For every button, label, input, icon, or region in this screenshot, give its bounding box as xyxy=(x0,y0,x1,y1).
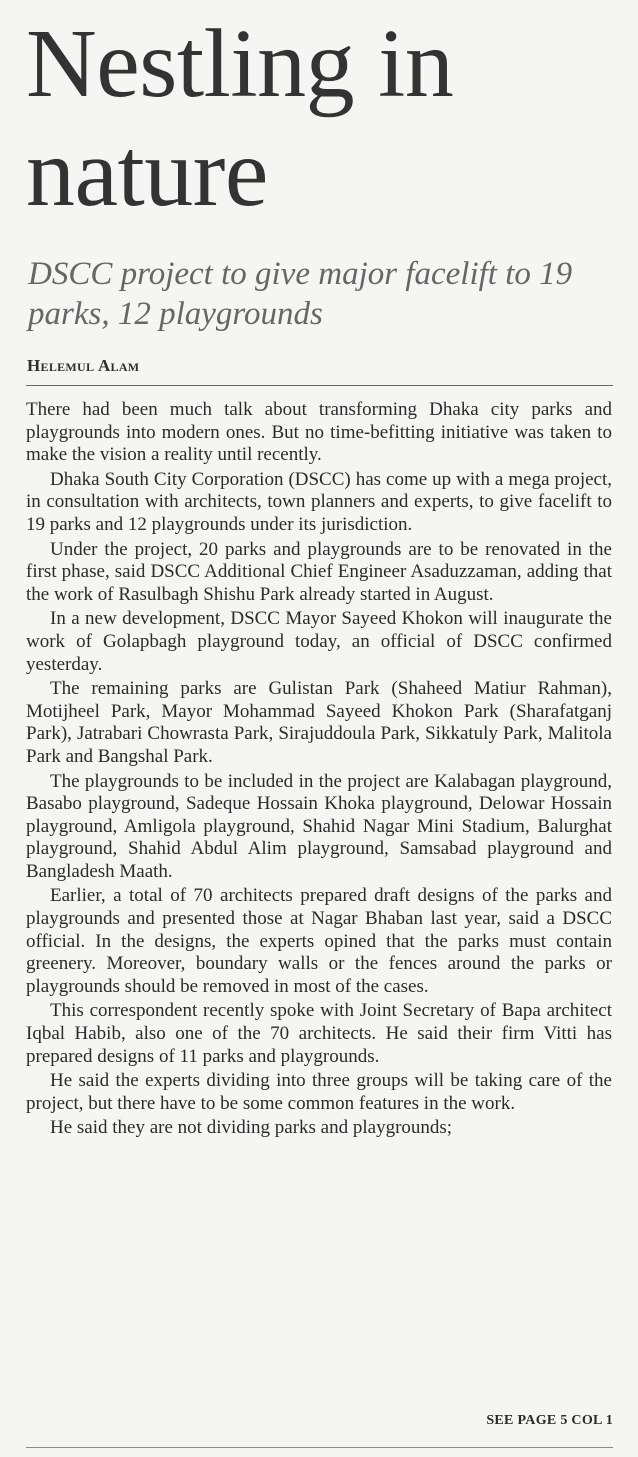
top-rule-divider xyxy=(26,385,613,386)
paragraph-1: There had been much talk about transforming Dhaka city parks and playgrounds into modern ones. But no time-befitting initiative was taken to make the vision a reality until recently. xyxy=(26,399,612,466)
paragraph-2: Dhaka South City Corporation (DSCC) has come up with a mega project, in consultation with architects, town planners and experts, to give facelift to 19 parks and 12 playgrounds under its jurisdiction. xyxy=(26,468,612,535)
paragraph-7: Earlier, a total of 70 architects prepared draft designs of the parks and playgrounds and presented those at Nagar Bhaban last year, said a DSCC official. In the designs, the experts opined that the parks must contain greenery. Moreover, boundary walls or the fences around the parks or playgrounds should be removed in most of the cases. xyxy=(26,885,612,997)
paragraph-3: Under the project, 20 parks and playgrounds are to be renovated in the first phase, said DSCC Additional Chief Engineer Asaduzzaman, adding that the work of Rasulbagh Shishu Park already started in August. xyxy=(26,538,612,605)
bottom-rule-divider xyxy=(26,1447,613,1448)
article-body xyxy=(26,399,612,1142)
byline: Helemul Alam xyxy=(27,356,140,375)
paragraph-10: He said they are not dividing parks and playgrounds; xyxy=(50,1117,453,1139)
paragraph-5: The remaining parks are Gulistan Park (Shaheed Matiur Rahman), Motijheel Park, Mayor Mohammad Sayeed Khokon Park (Sharafatganj Park), Jatrabari Chowrasta Park, Sirajuddoula Park, Sikkatuly Park, Malitola Park and Bangshal Park. xyxy=(26,678,612,767)
paragraph-4: In a new development, DSCC Mayor Sayeed Khokon will inaugurate the work of Golapbagh playground today, an official of DSCC confirmed yesterday. xyxy=(26,608,612,675)
paragraph-8: This correspondent recently spoke with Joint Secretary of Bapa architect Iqbal Habib, also one of the 70 architects. He said their firm Vitti has prepared designs of 11 parks and playgrounds. xyxy=(26,1000,612,1067)
headline: Nestling in nature xyxy=(26,10,454,227)
continuation-jump: SEE PAGE 5 COL 1 xyxy=(486,1413,613,1428)
deck-subheadline: DSCC project to give major facelift to 19 parks, 12 playgrounds xyxy=(28,256,573,332)
paragraph-9: He said the experts dividing into three groups will be taking care of the project, but there have to be some common features in the work. xyxy=(26,1070,612,1114)
paragraph-6: The playgrounds to be included in the project are Kalabagan playground, Basabo playground, Sadeque Hossain Khoka playground, Delowar Hossain playground, Amligola playground, Shahid Nagar Mini Stadium, Balurghat playground, Shahid Abdul Alim playground, Samsabad playground and Bangladesh Maath. xyxy=(26,770,612,882)
